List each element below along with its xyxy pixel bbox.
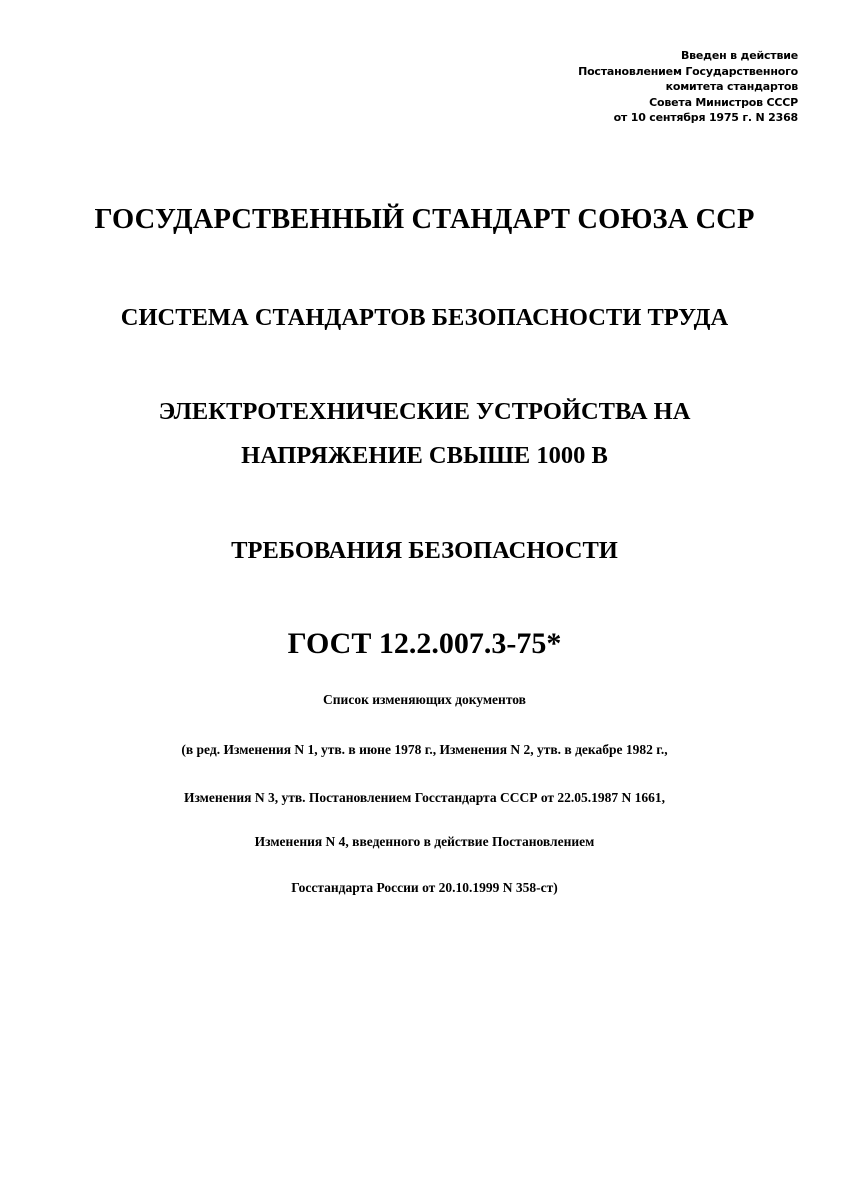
- changes-list-title: Список изменяющих документов: [323, 692, 526, 707]
- enactment-line: Постановлением Государственного: [578, 64, 798, 78]
- enactment-line: Совета Министров СССР: [649, 95, 798, 109]
- gost-number-heading: ГОСТ 12.2.007.3-75*: [287, 627, 562, 660]
- requirements-heading: ТРЕБОВАНИЯ БЕЗОПАСНОСТИ: [231, 537, 618, 564]
- devices-heading-line-1: ЭЛЕКТРОТЕХНИЧЕСКИЕ УСТРОЙСТВА НА: [158, 398, 691, 425]
- changes-list-line: Изменения N 3, утв. Постановлением Госстандарта СССР от 22.05.1987 N 1661,: [183, 790, 666, 805]
- enactment-line: от 10 сентября 1975 г. N 2368: [613, 111, 798, 124]
- changes-list-line: (в ред. Изменения N 1, утв. в июне 1978 г., Изменения N 2, утв. в декабре 1982 г.,: [181, 742, 668, 757]
- changes-list-line: Госстандарта России от 20.10.1999 N 358-ст): [291, 880, 558, 895]
- enactment-line: Введен в действие: [680, 49, 798, 62]
- enactment-line: комитета стандартов: [665, 80, 798, 93]
- devices-heading-line-2: НАПРЯЖЕНИЕ СВЫШЕ 1000 В: [241, 442, 608, 469]
- enactment-note: [478, 48, 798, 126]
- state-standard-heading: ГОСУДАРСТВЕННЫЙ СТАНДАРТ СОЮЗА ССР: [94, 204, 755, 235]
- system-heading: СИСТЕМА СТАНДАРТОВ БЕЗОПАСНОСТИ ТРУДА: [120, 304, 729, 331]
- changes-list-line: Изменения N 4, введенного в действие Постановлением: [254, 834, 595, 849]
